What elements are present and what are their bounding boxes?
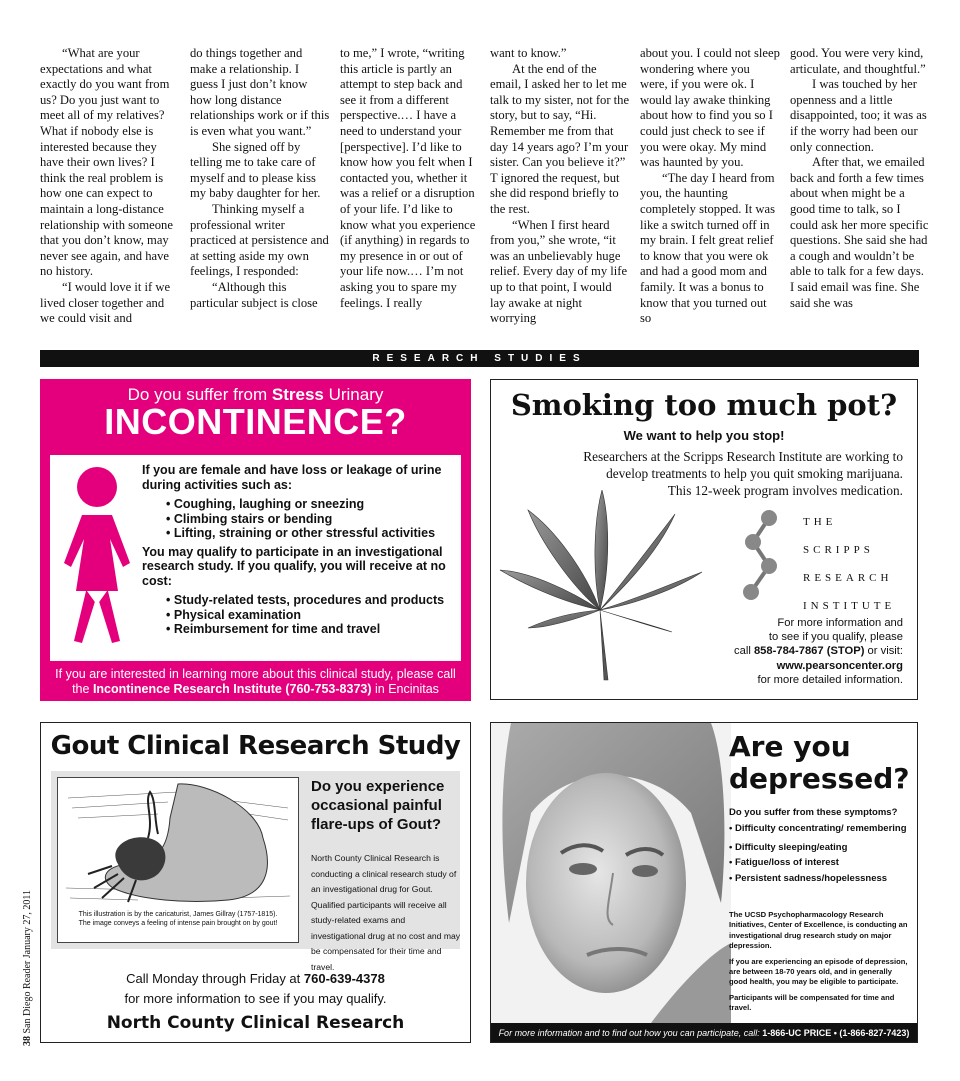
page-number: 38 bbox=[22, 1036, 33, 1046]
ad-depressed-footer: For more information and to find out how you can participate, call: 1-866-UC PRICE • (1-866-827-7423) bbox=[491, 1023, 917, 1043]
ad-gout-call: Call Monday through Friday at 760-639-4378 for more information to see if you may qualify. bbox=[124, 971, 387, 1006]
ad-depressed-body: The UCSD Psychopharmacology Research Initiatives, Center of Excellence, is conducting an investigational drug research study on major depression. If you are experiencing an episode of depression, are between 18-70 years old, and in generally good health, you may be eligible to participate. Participants will be compensated for time and travel. bbox=[729, 910, 908, 1013]
symptom-item: • Persistent sadness/hopelessness bbox=[729, 871, 915, 887]
article-column-6 bbox=[790, 46, 930, 311]
ad-incontinence-intro: If you are female and have loss or leakage of urine during activities such as: bbox=[142, 463, 442, 492]
ad-gout-body: North County Clinical Research is conducting a clinical research study of an investigational drug for Gout. Qualified participants will receive all study-related exams and investigational drug at no cost and may be compensated for their time and travel. bbox=[311, 853, 461, 972]
scripps-molecule-logo-icon bbox=[739, 508, 791, 604]
article-paragraph: about you. I could not sleep wondering where you were, if you were ok. I would lay awake thinking about how to find you so I could just check to see if you were okay. My mind was haunted by you. bbox=[640, 46, 780, 170]
pearson-center-link[interactable]: www.pearsoncenter.org bbox=[776, 659, 903, 672]
ad-incontinence-content-box bbox=[50, 455, 461, 661]
ad-incontinence-footer bbox=[40, 667, 471, 697]
benefit-item: • Study-related tests, procedures and products bbox=[166, 593, 460, 608]
page-folio bbox=[18, 840, 38, 1050]
ad-pot-subhead: We want to help you stop! bbox=[623, 428, 785, 443]
ad-gout-study[interactable] bbox=[40, 722, 471, 1043]
benefit-item: • Physical examination bbox=[166, 608, 460, 623]
gout-foot-illustration-icon bbox=[58, 778, 298, 908]
issue-date: January 27, 2011 bbox=[22, 890, 33, 959]
article-paragraph: Thinking myself a professional writer practiced at persistence and at setting aside my own feelings, I responded: bbox=[190, 201, 329, 279]
gout-illustration bbox=[57, 777, 299, 943]
article-column-5 bbox=[640, 46, 780, 327]
activity-item: • Coughing, laughing or sneezing bbox=[166, 497, 460, 512]
article-column-2 bbox=[190, 46, 330, 311]
woman-portrait-photo bbox=[491, 723, 731, 1023]
scripps-logo-words: THE SCRIPPS RESEARCH INSTITUTE bbox=[803, 516, 896, 612]
ad-incontinence-footer-line1: If you are interested in learning more about this clinical study, please call bbox=[55, 667, 456, 681]
article-paragraph: After that, we emailed back and forth a few times about when might be a good time to talk, so I could ask her more specific questions. She said she had a cough and wouldn’t be able to talk for a few days. I said email was fine. She said she was bbox=[790, 155, 929, 310]
ad-incontinence-headline: INCONTINENCE? bbox=[104, 401, 407, 442]
article-paragraph: good. You were very kind, articulate, and thoughtful.” bbox=[790, 46, 926, 76]
article-paragraph: “What are your expectations and what exactly do you want from us? Do you just want to meet all of my relatives? What if nobody else is interested because they have their own lives? I think the real problem is how one can expect to maintain a long-distance relationship with someone that you don’t know, may never see again, and have no history. bbox=[40, 46, 173, 279]
section-bar-research-studies: RESEARCH STUDIES bbox=[40, 350, 919, 367]
article-column-1 bbox=[40, 46, 180, 327]
activity-item: • Lifting, straining or other stressful activities bbox=[166, 526, 460, 541]
ad-incontinence-qualify: You may qualify to participate in an investigational research study. If you qualify, you will receive at no cost: bbox=[142, 544, 446, 588]
ad-depression-study[interactable] bbox=[490, 722, 918, 1043]
symptom-item: • Difficulty sleeping/eating bbox=[729, 840, 915, 856]
ad-incontinence-top-line: Do you suffer from Stress Urinary bbox=[127, 385, 384, 404]
gout-illustration-caption: This illustration is by the caricaturist, James Gillray (1757-1815). The image conveys a feeling of intense pain brought on by gout! bbox=[78, 911, 278, 927]
ad-smoking-pot[interactable] bbox=[490, 379, 918, 700]
ad-incontinence[interactable] bbox=[40, 379, 471, 701]
incontinence-phone[interactable]: Incontinence Research Institute (760-753-8373) bbox=[92, 682, 372, 696]
ad-gout-graybox bbox=[51, 771, 461, 972]
article-paragraph: I was touched by her openness and a little disappointed, too; it was as if the worry had been our only connection. bbox=[790, 77, 927, 154]
ucsd-phone[interactable]: 1-866-UC PRICE • (1-866-827-7423) bbox=[762, 1028, 910, 1038]
ad-pot-headline: Smoking too much pot? bbox=[510, 388, 898, 422]
benefits-list bbox=[166, 593, 460, 637]
article-paragraph: do things together and make a relationship. I guess I just don’t know how long distance relationships work or if this is even what you want.” bbox=[190, 46, 330, 138]
symptom-item: • Fatigue/loss of interest bbox=[729, 855, 915, 871]
article-paragraph: want to know.” bbox=[490, 46, 567, 60]
ad-pot-contact: For more information and to see if you qualify, please call 858-784-7867 (STOP) or visit: www.pearsoncenter.org for more detailed information. bbox=[734, 617, 903, 686]
symptom-item: • Difficulty concentrating/ remembering bbox=[729, 823, 915, 836]
activities-list bbox=[166, 497, 460, 541]
ad-depressed-headline: Are you depressed? bbox=[729, 730, 910, 795]
activity-item: • Climbing stairs or bending bbox=[166, 512, 460, 527]
ad-gout-question: Do you experience occasional painful flare-ups of Gout? bbox=[311, 778, 445, 833]
article-paragraph: “When I first heard from you,” she wrote, “it was an unbelievably huge relief. Every day of my life up to that point, I would lay awake at night worrying bbox=[490, 217, 628, 326]
article-paragraph: “The day I heard from you, the haunting completely stopped. It was like a switch turned off in my brain. I felt great relief to know that you were ok and had a good mom and family. It was a bonus to know that you turned out so bbox=[640, 170, 776, 326]
benefit-item: • Reimbursement for time and travel bbox=[166, 622, 460, 637]
article-paragraph: to me,” I wrote, “writing this article is partly an attempt to step back and see it from a different perspective.… I have a need to understand your [perspective]. I’d like to know how you felt when I contacted you, whether it was a relief or a disruption of your life. I’d like to know what you experience (if anything) in regards to my presence in or out of your life now.… I’m not asking you to spare my feelings. I really bbox=[340, 46, 476, 310]
scripps-phone[interactable]: 858-784-7867 (STOP) bbox=[753, 645, 865, 658]
article-paragraph: At the end of the email, I asked her to let me talk to my sister, not for the story, but to say, “Hi. Remember me from that day 14 years ago? I’m your sister. Can you believe it?” T ignored the request, but she did respond briefly to the rest. bbox=[490, 61, 630, 216]
ad-depressed-question: Do you suffer from these symptoms? bbox=[729, 807, 898, 818]
ad-incontinence-footer-line2: the Incontinence Research Institute (760-753-8373) in Encinitas bbox=[72, 682, 439, 696]
ad-incontinence-text bbox=[142, 463, 460, 637]
gout-phone[interactable]: 760-639-4378 bbox=[303, 971, 385, 986]
article-paragraph: “Although this particular subject is close bbox=[190, 279, 318, 310]
symptoms-list bbox=[729, 823, 915, 886]
article-paragraph: “I would love it if we lived closer together and we could visit and bbox=[40, 279, 171, 326]
publication-name: San Diego Reader bbox=[22, 960, 33, 1034]
female-figure-icon bbox=[60, 465, 134, 655]
ad-pot-description: Researchers at the Scripps Research Institute are working to develop treatments to help you quit smoking marijuana. This 12-week program involves medication. bbox=[583, 449, 903, 498]
ad-gout-title: Gout Clinical Research Study bbox=[50, 731, 461, 761]
ad-gout-org: North County Clinical Research bbox=[106, 1013, 405, 1033]
article-paragraph: She signed off by telling me to take care of myself and to please kiss my baby daughter for her. bbox=[190, 139, 321, 201]
article-column-3 bbox=[340, 46, 480, 311]
article-column-4 bbox=[490, 46, 630, 327]
